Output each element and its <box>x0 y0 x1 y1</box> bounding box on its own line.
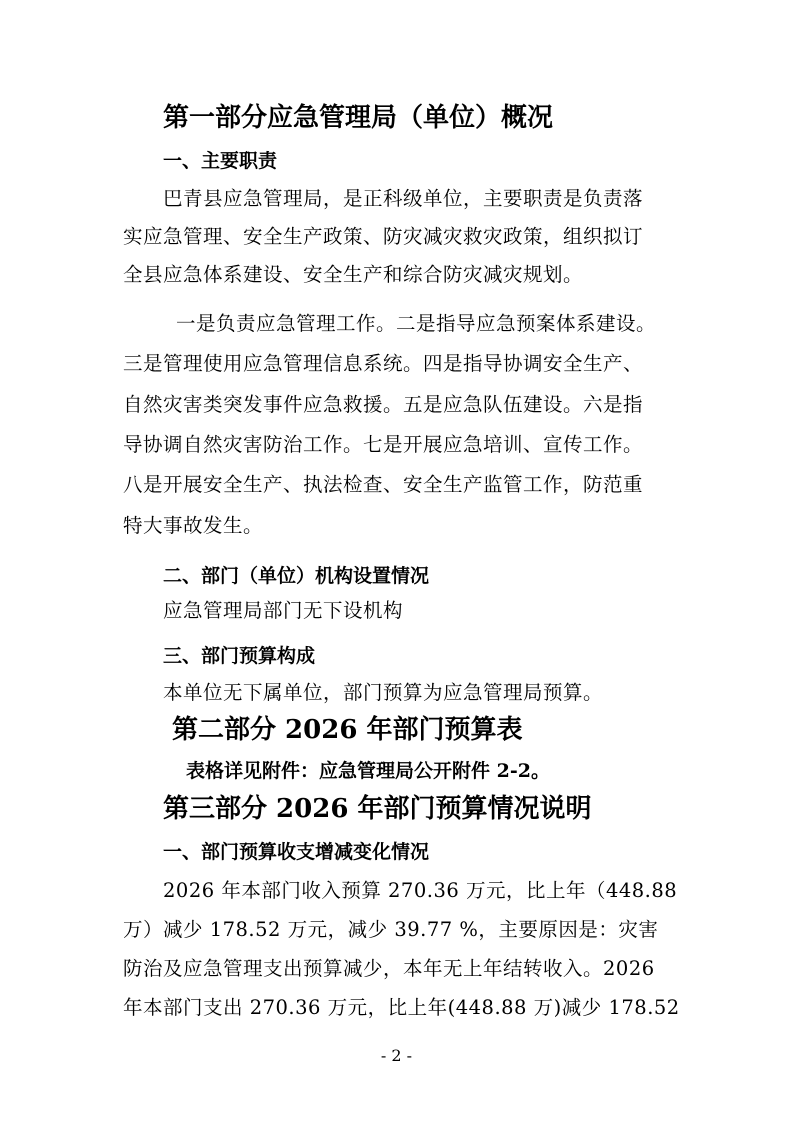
part1-title: 第一部分应急管理局（单位）概况 <box>163 103 554 133</box>
part3-title: 第三部分 2026 年部门预算情况说明 <box>163 794 592 824</box>
paragraph-line: 应急管理局部门无下设机构 <box>163 599 404 622</box>
paragraph-line: 巴青县应急管理局，是正科级单位，主要职责是负责落 <box>163 187 644 210</box>
part1-section2-heading: 二、部门（单位）机构设置情况 <box>163 565 430 587</box>
paragraph-line: 万）减少 178.52 万元，减少 39.77 %，主要原因是：灾害 <box>123 918 659 941</box>
paragraph-line: 2026 年本部门收入预算 270.36 万元，比上年（448.88 <box>163 879 678 902</box>
part2-note: 表格详见附件：应急管理局公开附件 2-2。 <box>186 760 550 782</box>
page-number: - 2 - <box>380 1046 413 1065</box>
paragraph-line: 导协调自然灾害防治工作。七是开展应急培训、宣传工作。 <box>123 433 644 456</box>
paragraph-line: 本单位无下属单位，部门预算为应急管理局预算。 <box>163 681 604 704</box>
paragraph-line: 一是负责应急管理工作。二是指导应急预案体系建设。 <box>176 312 657 335</box>
paragraph-line: 三是管理使用应急管理信息系统。四是指导协调安全生产、 <box>123 352 644 375</box>
part2-title: 第二部分 2026 年部门预算表 <box>172 715 523 745</box>
paragraph-line: 全县应急体系建设、安全生产和综合防灾减灾规划。 <box>123 263 584 286</box>
part1-section1-heading: 一、主要职责 <box>163 150 278 172</box>
part1-section3-heading: 三、部门预算构成 <box>163 645 316 667</box>
paragraph-line: 实应急管理、安全生产政策、防灾减灾救灾政策，组织拟订 <box>123 225 644 248</box>
paragraph-line: 自然灾害类突发事件应急救援。五是应急队伍建设。六是指 <box>123 393 644 416</box>
paragraph-line: 八是开展安全生产、执法检查、安全生产监管工作，防范重 <box>123 473 644 496</box>
paragraph-line: 防治及应急管理支出预算减少，本年无上年结转收入。2026 <box>123 957 655 980</box>
paragraph-line: 年本部门支出 270.36 万元，比上年(448.88 万)减少 178.52 <box>123 996 680 1019</box>
paragraph-line: 特大事故发生。 <box>123 514 264 537</box>
part3-section1-heading: 一、部门预算收支增减变化情况 <box>163 841 430 863</box>
